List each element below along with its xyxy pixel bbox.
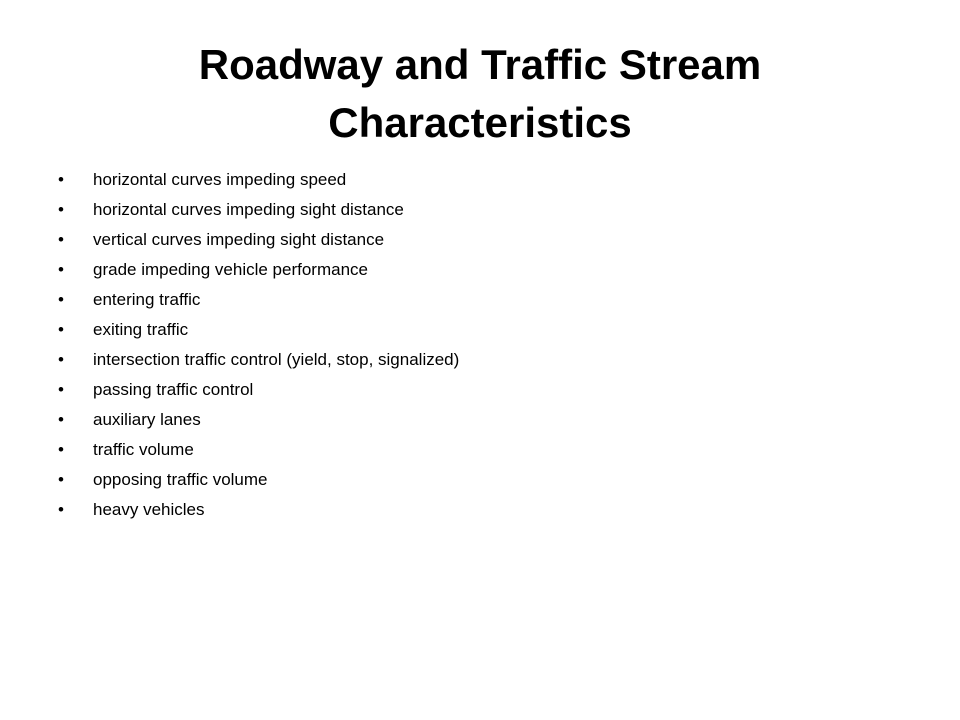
list-item-text: entering traffic xyxy=(93,290,201,309)
slide-title xyxy=(60,36,900,152)
list-item xyxy=(58,410,498,430)
list-item xyxy=(58,470,498,490)
list-item-text: passing traffic control xyxy=(93,380,254,399)
bullet-icon: • xyxy=(58,290,64,309)
list-item xyxy=(58,440,498,460)
list-item-text: auxiliary lanes xyxy=(93,410,201,429)
title-line-1: Roadway and Traffic Stream xyxy=(198,41,762,88)
list-item-text: opposing traffic volume xyxy=(93,470,268,489)
bullet-icon: • xyxy=(58,200,64,219)
bullet-icon: • xyxy=(58,260,64,279)
bullet-icon: • xyxy=(58,230,64,249)
bullet-icon: • xyxy=(58,440,64,459)
list-item-text: intersection traffic control (yield, stop, signalized) xyxy=(93,350,460,369)
bullet-icon: • xyxy=(58,470,64,489)
list-item xyxy=(58,290,498,310)
list-item xyxy=(58,170,498,190)
list-item xyxy=(58,350,498,370)
bullet-icon: • xyxy=(58,410,64,429)
list-item xyxy=(58,500,498,520)
bullet-icon: • xyxy=(58,320,64,339)
bullet-list xyxy=(58,170,498,530)
list-item xyxy=(58,260,498,280)
list-item xyxy=(58,380,498,400)
bullet-icon: • xyxy=(58,380,64,399)
bullet-icon: • xyxy=(58,500,64,519)
list-item-text: horizontal curves impeding sight distance xyxy=(93,200,404,219)
bullet-icon: • xyxy=(58,350,64,369)
list-item xyxy=(58,230,498,250)
list-item-text: vertical curves impeding sight distance xyxy=(93,230,385,249)
list-item-text: traffic volume xyxy=(93,440,194,459)
list-item-text: heavy vehicles xyxy=(93,500,205,519)
title-line-2: Characteristics xyxy=(328,99,632,146)
bullet-icon: • xyxy=(58,170,64,189)
list-item xyxy=(58,320,498,340)
list-item xyxy=(58,200,498,220)
list-item-text: horizontal curves impeding speed xyxy=(93,170,347,189)
list-item-text: exiting traffic xyxy=(93,320,189,339)
list-item-text: grade impeding vehicle performance xyxy=(93,260,368,279)
